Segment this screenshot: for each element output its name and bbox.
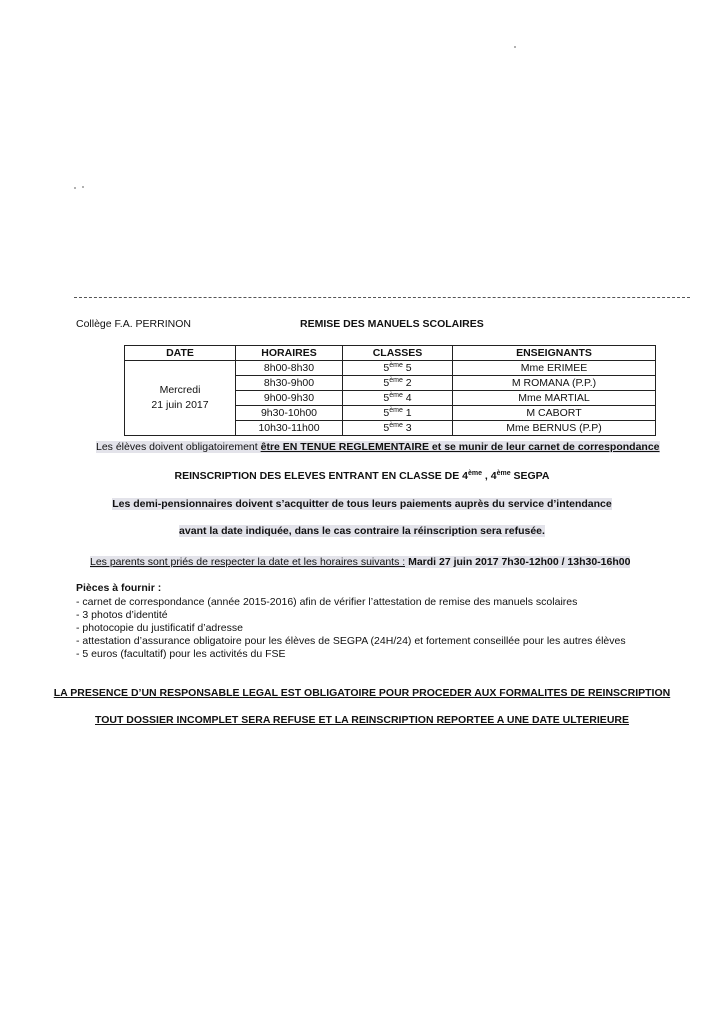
enseignant-cell: M CABORT bbox=[453, 406, 656, 421]
parents-notice-intro: Les parents sont priés de respecter la date et les horaires suivants : bbox=[90, 556, 406, 568]
table-header-row bbox=[125, 346, 656, 361]
document-title: REMISE DES MANUELS SCOLAIRES bbox=[300, 318, 484, 330]
classe-cell: 5ème 5 bbox=[343, 361, 453, 376]
demi-pension-line-1: Les demi-pensionnaires doivent s’acquitter de tous leurs paiements auprès du service d’intendance bbox=[112, 498, 612, 510]
list-item: - 5 euros (facultatif) pour les activités du FSE bbox=[76, 648, 286, 660]
enseignant-cell: Mme ERIMEE bbox=[453, 361, 656, 376]
list-item: - carnet de correspondance (année 2015-2016) afin de vérifier l’attestation de remise des manuels scolaires bbox=[76, 596, 578, 608]
cut-line-divider bbox=[74, 297, 690, 298]
column-header-enseignants: ENSEIGNANTS bbox=[453, 346, 656, 361]
column-header-classes: CLASSES bbox=[343, 346, 453, 361]
list-item: - photocopie du justificatif d’adresse bbox=[76, 622, 243, 634]
tenue-notice-requirement: être EN TENUE REGLEMENTAIRE et se munir de leur carnet de correspondance bbox=[260, 441, 660, 453]
dossier-incomplet-notice: TOUT DOSSIER INCOMPLET SERA REFUSE ET LA REINSCRIPTION REPORTEE A UNE DATE ULTERIEURE bbox=[95, 714, 629, 726]
demi-pension-line-2: avant la date indiquée, dans le cas contraire la réinscription sera refusée. bbox=[179, 525, 545, 537]
schedule-table bbox=[124, 345, 656, 436]
classe-cell: 5ème 4 bbox=[343, 391, 453, 406]
list-item: - 3 photos d’identité bbox=[76, 609, 168, 621]
reinscription-heading: REINSCRIPTION DES ELEVES ENTRANT EN CLASSE DE 4ème , 4ème SEGPA bbox=[174, 470, 550, 482]
scan-speck bbox=[74, 187, 76, 189]
horaire-cell: 8h00-8h30 bbox=[236, 361, 343, 376]
column-header-date: DATE bbox=[125, 346, 236, 361]
scan-speck bbox=[82, 186, 84, 188]
pieces-list bbox=[76, 596, 626, 661]
column-header-horaires: HORAIRES bbox=[236, 346, 343, 361]
date-day: Mercredi bbox=[159, 384, 201, 396]
scan-speck bbox=[514, 46, 516, 48]
horaire-cell: 9h30-10h00 bbox=[236, 406, 343, 421]
horaire-cell: 8h30-9h00 bbox=[236, 376, 343, 391]
horaire-cell: 9h00-9h30 bbox=[236, 391, 343, 406]
classe-cell: 5ème 3 bbox=[343, 421, 453, 436]
pieces-heading: Pièces à fournir : bbox=[76, 582, 162, 594]
parents-notice bbox=[90, 556, 630, 568]
responsable-legal-notice: LA PRESENCE D’UN RESPONSABLE LEGAL EST OBLIGATOIRE POUR PROCEDER AUX FORMALITES DE REINSCRIPTION bbox=[53, 687, 671, 699]
enseignant-cell: Mme BERNUS (P.P) bbox=[453, 421, 656, 436]
horaire-cell: 10h30-11h00 bbox=[236, 421, 343, 436]
date-value: 21 juin 2017 bbox=[151, 399, 209, 411]
date-cell bbox=[125, 361, 236, 436]
school-name: Collège F.A. PERRINON bbox=[76, 318, 191, 330]
parents-notice-dates: Mardi 27 juin 2017 7h30-12h00 / 13h30-16h00 bbox=[405, 556, 631, 568]
enseignant-cell: Mme MARTIAL bbox=[453, 391, 656, 406]
enseignant-cell: M ROMANA (P.P.) bbox=[453, 376, 656, 391]
tenue-notice-intro: Les élèves doivent obligatoirement bbox=[96, 441, 261, 453]
table-row bbox=[125, 361, 656, 376]
classe-cell: 5ème 1 bbox=[343, 406, 453, 421]
classe-cell: 5ème 2 bbox=[343, 376, 453, 391]
tenue-notice bbox=[96, 441, 660, 453]
list-item: - attestation d’assurance obligatoire pour les élèves de SEGPA (24H/24) et fortement conseillée pour les autres élèves bbox=[76, 635, 626, 647]
